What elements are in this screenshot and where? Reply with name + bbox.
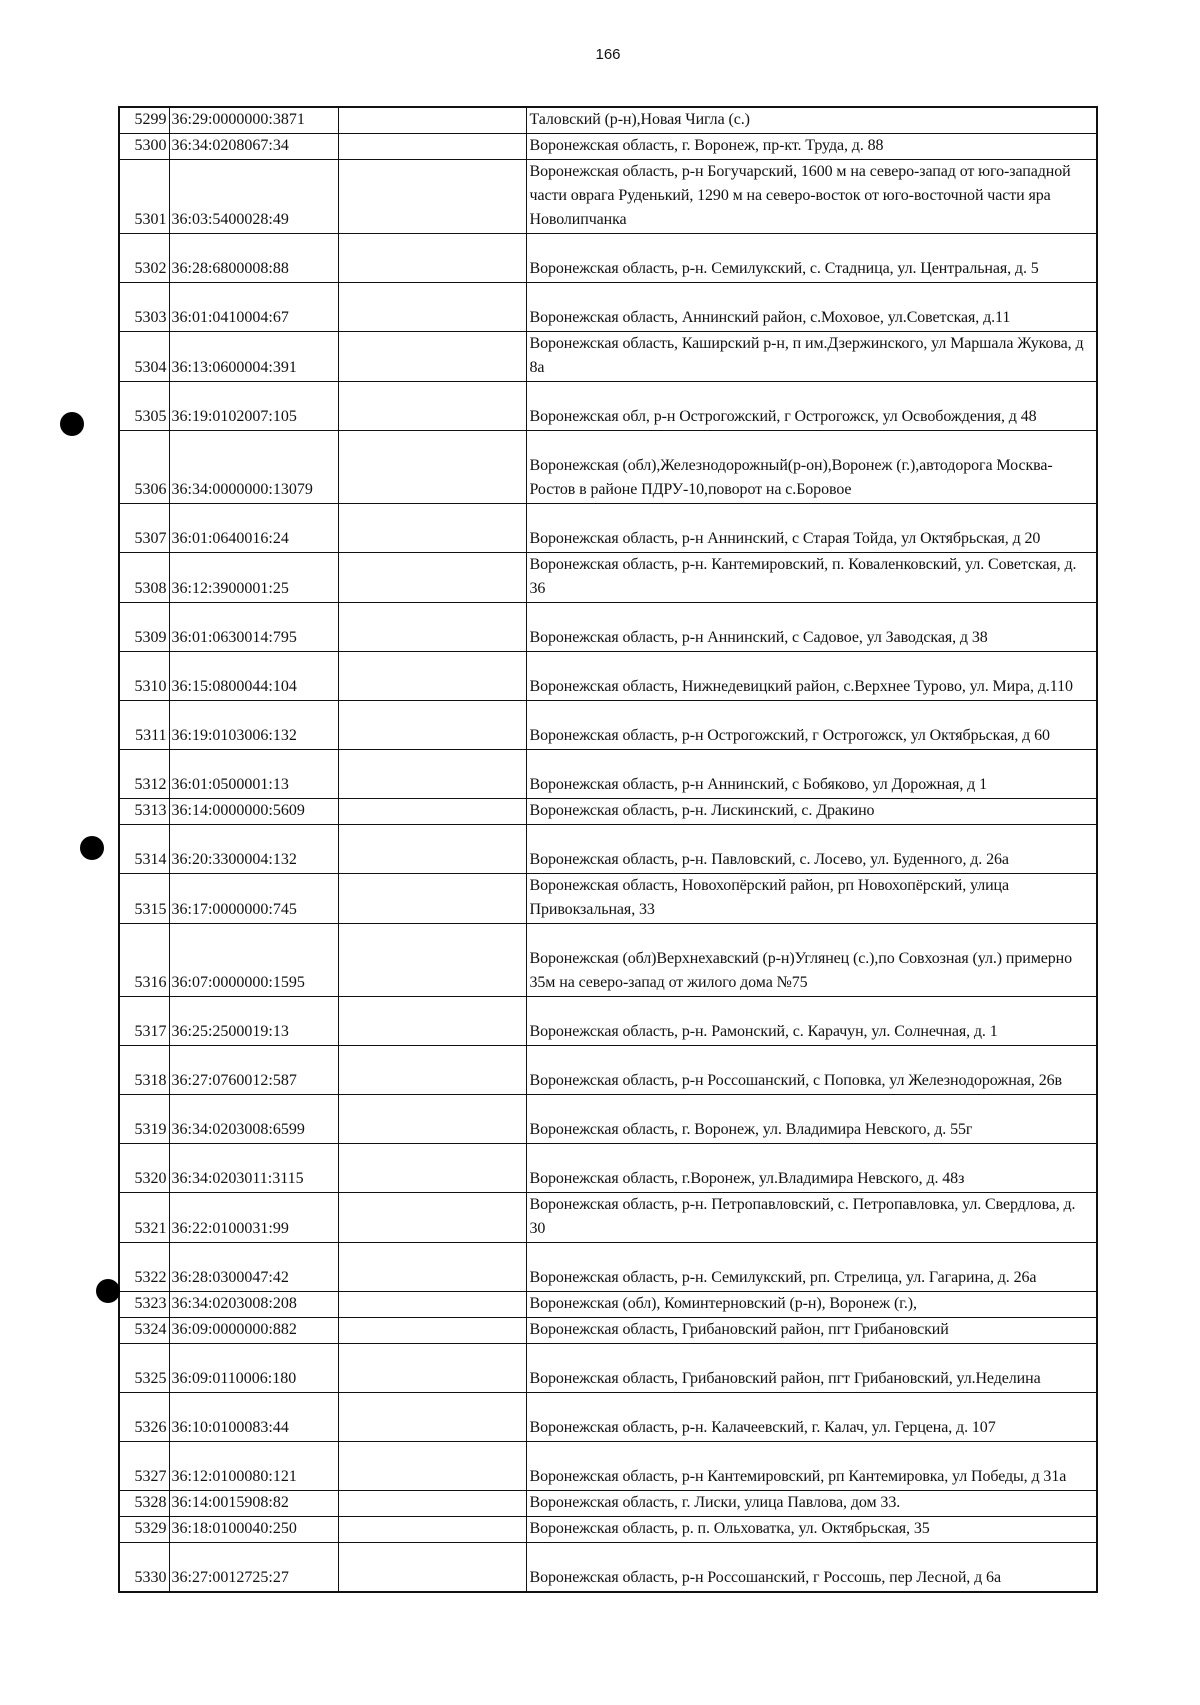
cadastral-number: 36:17:0000000:745 (169, 874, 338, 924)
page-number: 166 (595, 46, 621, 63)
empty-cell (338, 1344, 526, 1393)
empty-cell (338, 1243, 526, 1292)
cadastral-number: 36:28:6800008:88 (169, 234, 338, 283)
address-cell: Воронежская область, г. Лиски, улица Павлова, дом 33. (526, 1491, 1097, 1517)
table-row (119, 825, 1097, 874)
address-cell: Воронежская (обл)Верхнехавский (р-н)Углянец (с.),по Совхозная (ул.) примерно 35м на северо-запад от жилого дома №75 (526, 924, 1097, 997)
row-number: 5319 (119, 1095, 169, 1144)
address-cell: Воронежская область, р-н Аннинский, с Садовое, ул Заводская, д 38 (526, 603, 1097, 652)
cadastral-number: 36:34:0203008:6599 (169, 1095, 338, 1144)
table-row (119, 107, 1097, 134)
cadastral-number: 36:19:0103006:132 (169, 701, 338, 750)
empty-cell (338, 1193, 526, 1243)
punch-hole-mark (80, 836, 104, 860)
address-cell: Воронежская область, р-н Аннинский, с Старая Тойда, ул Октябрьская, д 20 (526, 504, 1097, 553)
row-number: 5309 (119, 603, 169, 652)
address-cell: Воронежская область, р-н. Рамонский, с. Карачун, ул. Солнечная, д. 1 (526, 997, 1097, 1046)
empty-cell (338, 924, 526, 997)
cadastral-number: 36:14:0000000:5609 (169, 799, 338, 825)
row-number: 5304 (119, 332, 169, 382)
table-row (119, 1491, 1097, 1517)
cadastral-number: 36:28:0300047:42 (169, 1243, 338, 1292)
address-cell: Воронежская область, г. Воронеж, пр-кт. Труда, д. 88 (526, 134, 1097, 160)
row-number: 5311 (119, 701, 169, 750)
table-row (119, 382, 1097, 431)
row-number: 5320 (119, 1144, 169, 1193)
address-cell: Воронежская область, Грибановский район, пгт Грибановский, ул.Неделина (526, 1344, 1097, 1393)
address-cell: Воронежская область, р-н. Семилукский, рп. Стрелица, ул. Гагарина, д. 26а (526, 1243, 1097, 1292)
cadastral-number: 36:19:0102007:105 (169, 382, 338, 431)
empty-cell (338, 332, 526, 382)
row-number: 5301 (119, 160, 169, 234)
address-cell: Воронежская область, р-н Россошанский, с Поповка, ул Железнодорожная, 26в (526, 1046, 1097, 1095)
row-number: 5318 (119, 1046, 169, 1095)
cadastral-number: 36:09:0000000:882 (169, 1318, 338, 1344)
address-cell: Воронежская область, р. п. Ольховатка, ул. Октябрьская, 35 (526, 1517, 1097, 1543)
table-row (119, 134, 1097, 160)
row-number: 5324 (119, 1318, 169, 1344)
row-number: 5325 (119, 1344, 169, 1393)
cadastral-number: 36:22:0100031:99 (169, 1193, 338, 1243)
empty-cell (338, 750, 526, 799)
empty-cell (338, 160, 526, 234)
row-number: 5322 (119, 1243, 169, 1292)
cadastral-number: 36:34:0000000:13079 (169, 431, 338, 504)
address-cell: Воронежская область, г.Воронеж, ул.Владимира Невского, д. 48з (526, 1144, 1097, 1193)
address-cell: Воронежская область, р-н Острогожский, г Острогожск, ул Октябрьская, д 60 (526, 701, 1097, 750)
cadastral-number: 36:34:0203008:208 (169, 1292, 338, 1318)
empty-cell (338, 553, 526, 603)
address-cell: Воронежская область, р-н. Кантемировский, п. Коваленковский, ул. Советская, д. 36 (526, 553, 1097, 603)
row-number: 5312 (119, 750, 169, 799)
empty-cell (338, 1095, 526, 1144)
table-row (119, 652, 1097, 701)
empty-cell (338, 431, 526, 504)
table-row (119, 431, 1097, 504)
empty-cell (338, 1393, 526, 1442)
empty-cell (338, 504, 526, 553)
land-registry-table (118, 106, 1098, 1593)
table-row (119, 924, 1097, 997)
address-cell: Воронежская (обл), Коминтерновский (р-н), Воронеж (г.), (526, 1292, 1097, 1318)
address-cell: Воронежская область, Каширский р-н, п им.Дзержинского, ул Маршала Жукова, д 8а (526, 332, 1097, 382)
address-cell: Воронежская область, г. Воронеж, ул. Владимира Невского, д. 55г (526, 1095, 1097, 1144)
address-cell: Воронежская область, р-н. Калачеевский, г. Калач, ул. Герцена, д. 107 (526, 1393, 1097, 1442)
row-number: 5329 (119, 1517, 169, 1543)
row-number: 5302 (119, 234, 169, 283)
cadastral-number: 36:27:0012725:27 (169, 1543, 338, 1592)
empty-cell (338, 1144, 526, 1193)
address-cell: Воронежская (обл),Железнодорожный(р-он),Воронеж (г.),автодорога Москва-Ростов в районе ПДРУ-10,поворот на с.Боровое (526, 431, 1097, 504)
cadastral-number: 36:27:0760012:587 (169, 1046, 338, 1095)
address-cell: Воронежская область, Нижнедевицкий район, с.Верхнее Турово, ул. Мира, д.110 (526, 652, 1097, 701)
row-number: 5299 (119, 107, 169, 134)
empty-cell (338, 283, 526, 332)
cadastral-number: 36:09:0110006:180 (169, 1344, 338, 1393)
empty-cell (338, 382, 526, 431)
cadastral-number: 36:01:0410004:67 (169, 283, 338, 332)
empty-cell (338, 825, 526, 874)
address-cell: Воронежская область, Аннинский район, с.Моховое, ул.Советская, д.11 (526, 283, 1097, 332)
empty-cell (338, 134, 526, 160)
row-number: 5314 (119, 825, 169, 874)
row-number: 5307 (119, 504, 169, 553)
cadastral-number: 36:12:3900001:25 (169, 553, 338, 603)
cadastral-number: 36:01:0640016:24 (169, 504, 338, 553)
punch-hole-mark (60, 412, 84, 436)
table-row (119, 1344, 1097, 1393)
address-cell: Воронежская область, р-н Аннинский, с Бобяково, ул Дорожная, д 1 (526, 750, 1097, 799)
cadastral-number: 36:07:0000000:1595 (169, 924, 338, 997)
row-number: 5326 (119, 1393, 169, 1442)
address-cell: Воронежская область, р-н. Семилукский, с. Стадница, ул. Центральная, д. 5 (526, 234, 1097, 283)
row-number: 5310 (119, 652, 169, 701)
row-number: 5306 (119, 431, 169, 504)
table-row (119, 1292, 1097, 1318)
row-number: 5323 (119, 1292, 169, 1318)
table-row (119, 799, 1097, 825)
address-cell: Воронежская область, Новохопёрский район, рп Новохопёрский, улица Привокзальная, 33 (526, 874, 1097, 924)
address-cell: Воронежская обл, р-н Острогожский, г Острогожск, ул Освобождения, д 48 (526, 382, 1097, 431)
empty-cell (338, 234, 526, 283)
empty-cell (338, 1442, 526, 1491)
empty-cell (338, 1491, 526, 1517)
row-number: 5305 (119, 382, 169, 431)
cadastral-number: 36:01:0630014:795 (169, 603, 338, 652)
table-row (119, 1095, 1097, 1144)
table-row (119, 603, 1097, 652)
address-cell: Воронежская область, Грибановский район, пгт Грибановский (526, 1318, 1097, 1344)
table-row (119, 160, 1097, 234)
empty-cell (338, 603, 526, 652)
address-cell: Воронежская область, р-н. Павловский, с. Лосево, ул. Буденного, д. 26а (526, 825, 1097, 874)
row-number: 5330 (119, 1543, 169, 1592)
empty-cell (338, 701, 526, 750)
table-row (119, 701, 1097, 750)
address-cell: Воронежская область, р-н. Лискинский, с. Дракино (526, 799, 1097, 825)
table-row (119, 1442, 1097, 1491)
row-number: 5313 (119, 799, 169, 825)
registry-body (119, 107, 1097, 1592)
row-number: 5316 (119, 924, 169, 997)
table-row (119, 1144, 1097, 1193)
empty-cell (338, 1046, 526, 1095)
table-row (119, 874, 1097, 924)
table-row (119, 332, 1097, 382)
cadastral-number: 36:14:0015908:82 (169, 1491, 338, 1517)
row-number: 5308 (119, 553, 169, 603)
empty-cell (338, 874, 526, 924)
row-number: 5300 (119, 134, 169, 160)
empty-cell (338, 107, 526, 134)
table-row (119, 1543, 1097, 1592)
cadastral-number: 36:10:0100083:44 (169, 1393, 338, 1442)
table-row (119, 283, 1097, 332)
cadastral-number: 36:01:0500001:13 (169, 750, 338, 799)
cadastral-number: 36:15:0800044:104 (169, 652, 338, 701)
table-row (119, 1193, 1097, 1243)
address-cell: Воронежская область, р-н. Петропавловский, с. Петропавловка, ул. Свердлова, д. 30 (526, 1193, 1097, 1243)
empty-cell (338, 799, 526, 825)
table-row (119, 750, 1097, 799)
cadastral-number: 36:25:2500019:13 (169, 997, 338, 1046)
row-number: 5315 (119, 874, 169, 924)
table-row (119, 1046, 1097, 1095)
address-cell: Таловский (р-н),Новая Чигла (с.) (526, 107, 1097, 134)
cadastral-number: 36:03:5400028:49 (169, 160, 338, 234)
table-row (119, 234, 1097, 283)
empty-cell (338, 997, 526, 1046)
empty-cell (338, 1318, 526, 1344)
cadastral-number: 36:34:0208067:34 (169, 134, 338, 160)
empty-cell (338, 652, 526, 701)
address-cell: Воронежская область, р-н Россошанский, г Россошь, пер Лесной, д 6а (526, 1543, 1097, 1592)
row-number: 5327 (119, 1442, 169, 1491)
cadastral-number: 36:29:0000000:3871 (169, 107, 338, 134)
cadastral-number: 36:34:0203011:3115 (169, 1144, 338, 1193)
row-number: 5321 (119, 1193, 169, 1243)
table-row (119, 997, 1097, 1046)
address-cell: Воронежская область, р-н Кантемировский, рп Кантемировка, ул Победы, д 31а (526, 1442, 1097, 1491)
table-row (119, 553, 1097, 603)
table-row (119, 504, 1097, 553)
table-row (119, 1517, 1097, 1543)
cadastral-number: 36:12:0100080:121 (169, 1442, 338, 1491)
row-number: 5303 (119, 283, 169, 332)
empty-cell (338, 1517, 526, 1543)
row-number: 5328 (119, 1491, 169, 1517)
cadastral-number: 36:18:0100040:250 (169, 1517, 338, 1543)
table-row (119, 1393, 1097, 1442)
punch-hole-mark (96, 1279, 120, 1303)
address-cell: Воронежская область, р-н Богучарский, 1600 м на северо-запад от юго-западной части оврага Руденький, 1290 м на северо-восток от юго-восточной части яра Новолипчанка (526, 160, 1097, 234)
empty-cell (338, 1292, 526, 1318)
empty-cell (338, 1543, 526, 1592)
cadastral-number: 36:13:0600004:391 (169, 332, 338, 382)
cadastral-number: 36:20:3300004:132 (169, 825, 338, 874)
table-row (119, 1243, 1097, 1292)
table-row (119, 1318, 1097, 1344)
row-number: 5317 (119, 997, 169, 1046)
